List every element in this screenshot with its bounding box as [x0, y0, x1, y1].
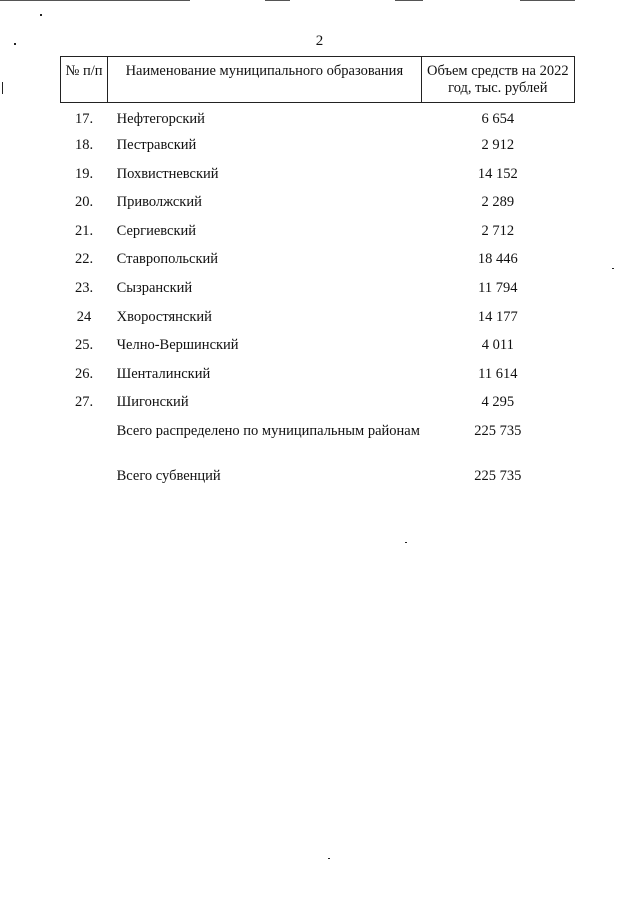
table-row [61, 188, 575, 217]
table-row [61, 303, 575, 332]
row-municipality: Сергиевский [116, 222, 197, 239]
row-municipality: Шигонский [116, 394, 189, 411]
table-row [61, 274, 575, 303]
total-distributed-label: Всего распределено по муниципальным районам [116, 423, 420, 440]
row-municipality: Пестравский [116, 137, 197, 154]
row-amount: 4 011 [481, 337, 514, 354]
scan-top-edge-line [395, 0, 423, 1]
row-number: 18. [74, 137, 94, 154]
table-row [61, 388, 575, 417]
table-row [61, 131, 575, 160]
table-header-row [61, 57, 575, 103]
scan-speck [405, 542, 407, 543]
scan-top-edge-line [265, 0, 290, 1]
header-municipality-name: Наименование муниципального образования [108, 57, 422, 103]
row-number: 27. [74, 394, 94, 411]
row-amount: 2 912 [481, 137, 515, 154]
total-subventions-label: Всего субвенций [116, 468, 221, 485]
scan-speck [2, 82, 3, 94]
subsidy-distribution-table [60, 56, 575, 491]
table-row [61, 217, 575, 246]
row-municipality: Хворостянский [116, 308, 212, 325]
total-subventions-row [61, 462, 575, 491]
row-number: 20. [74, 194, 94, 211]
row-municipality: Ставропольский [116, 251, 219, 268]
row-amount: 11 794 [478, 280, 518, 297]
page-number: 2 [315, 33, 324, 49]
row-amount: 14 152 [477, 165, 518, 182]
scan-speck [40, 14, 42, 16]
row-number: 25. [74, 337, 94, 354]
table-row [61, 160, 575, 189]
row-number: 17. [74, 111, 94, 127]
scan-top-edge-line [0, 0, 190, 1]
row-municipality: Шенталинский [116, 365, 211, 382]
row-municipality: Нефтегорский [116, 111, 205, 127]
row-number-empty [61, 462, 108, 491]
table-row [61, 331, 575, 360]
row-municipality: Сызранский [116, 280, 193, 297]
row-number: 26. [74, 365, 94, 382]
row-number: 21. [74, 222, 94, 239]
row-number: 19. [74, 165, 94, 182]
row-amount: 18 446 [477, 251, 518, 268]
header-funds-volume: Объем средств на 2022 год, тыс. рублей [421, 57, 574, 103]
row-municipality: Приволжский [116, 194, 202, 211]
row-amount: 11 614 [478, 365, 518, 382]
row-number: 23. [74, 280, 94, 297]
total-distributed-amount: 225 735 [474, 423, 522, 440]
table-row [61, 360, 575, 389]
scan-top-edge-line [520, 0, 575, 1]
row-number-empty [61, 417, 108, 462]
row-municipality: Похвистневский [116, 165, 219, 182]
table-row [61, 245, 575, 274]
row-amount: 14 177 [477, 308, 518, 325]
row-number: 24 [76, 308, 92, 325]
row-municipality: Челно-Вершинский [116, 337, 239, 354]
row-amount: 2 289 [481, 194, 515, 211]
total-subventions-amount: 225 735 [474, 468, 522, 485]
row-number: 22. [74, 251, 94, 268]
scan-speck [328, 858, 330, 859]
row-amount: 6 654 [481, 111, 515, 127]
row-amount: 2 712 [481, 222, 515, 239]
total-distributed-row [61, 417, 575, 462]
row-amount: 4 295 [481, 394, 515, 411]
scan-speck [612, 268, 614, 269]
table-row [61, 103, 575, 132]
header-number: № п/п [61, 57, 108, 103]
